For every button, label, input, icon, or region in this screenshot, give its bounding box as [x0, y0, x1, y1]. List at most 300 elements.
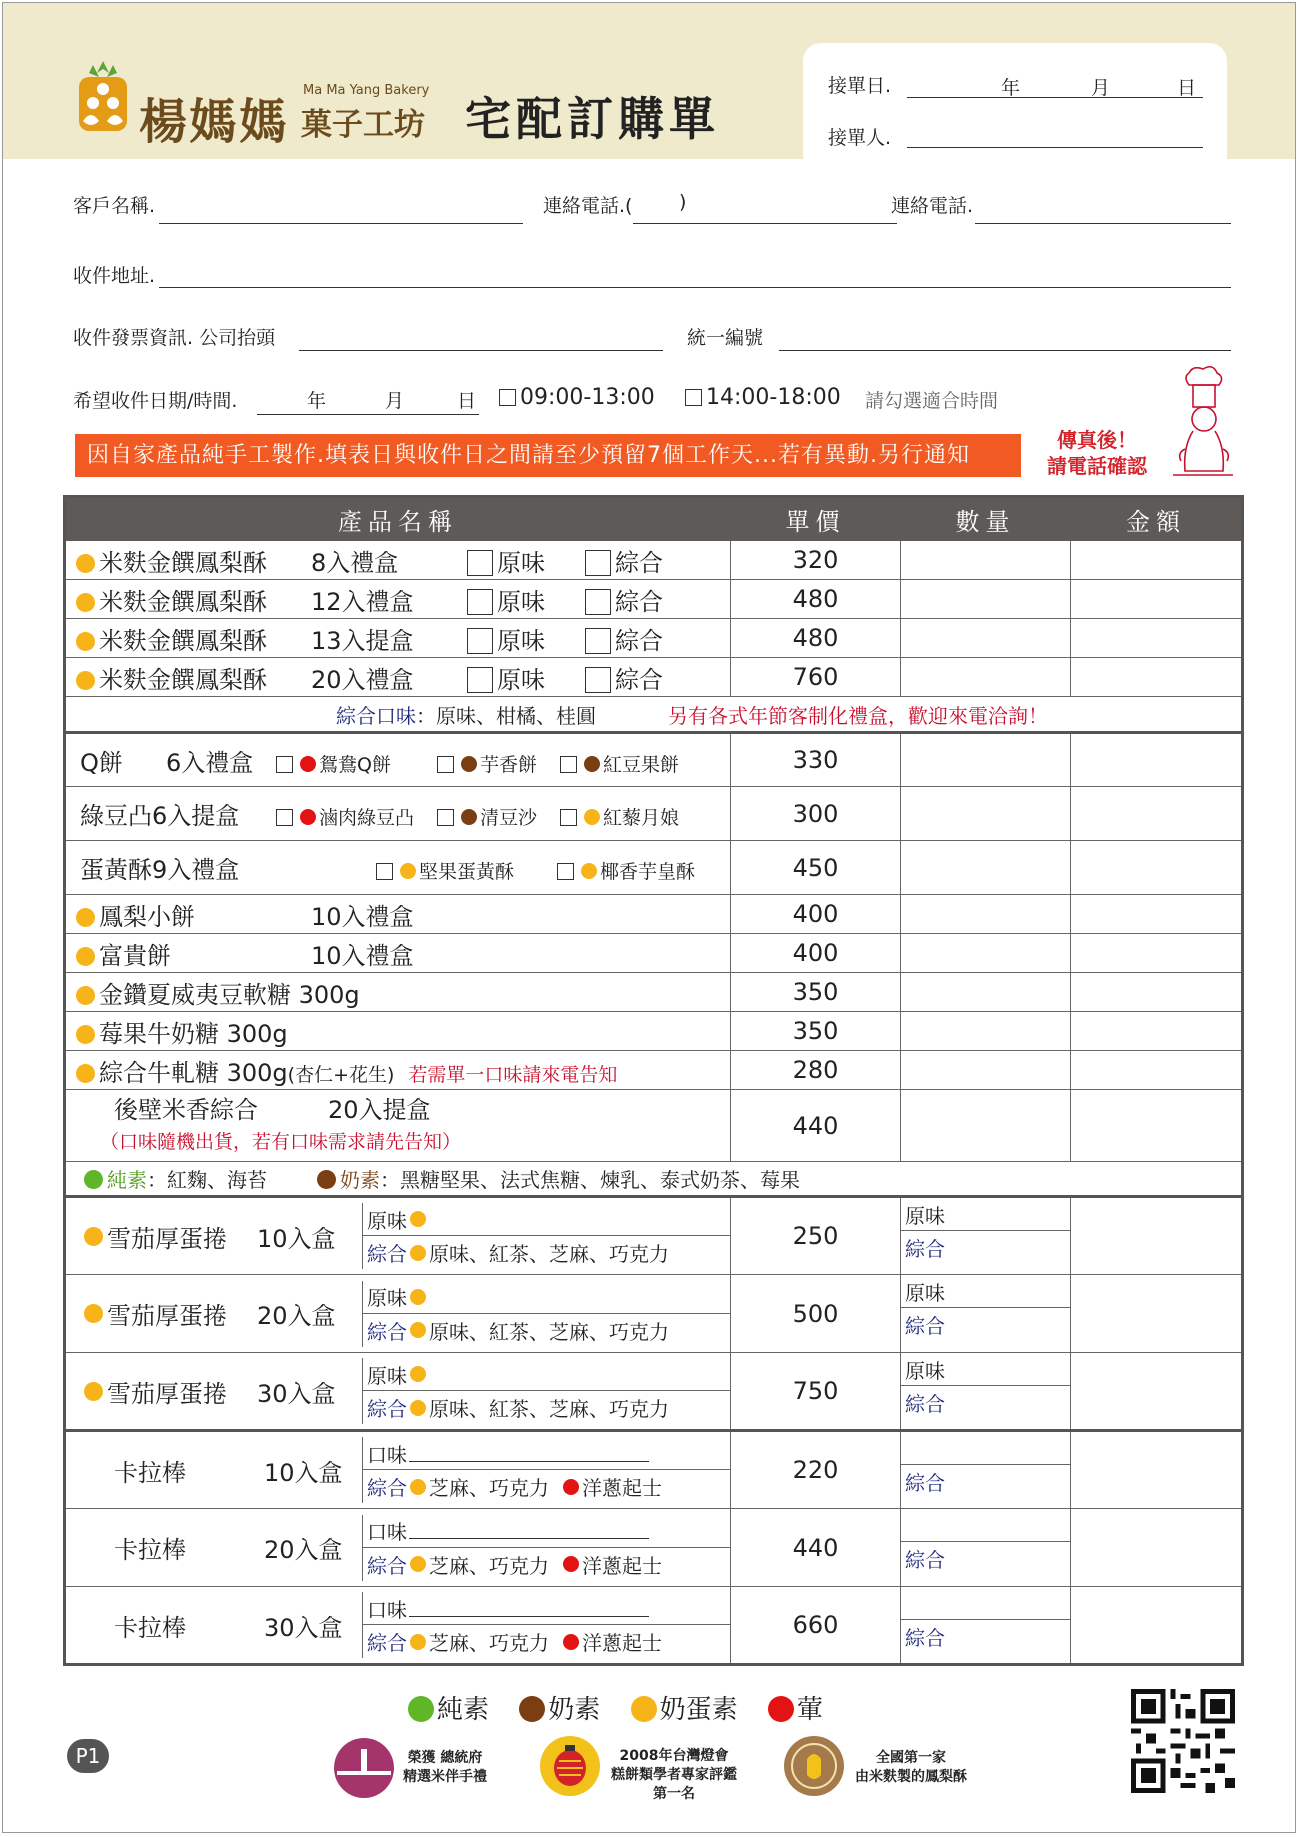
delivery-month: 月 [385, 390, 405, 412]
phone1-close: ) [679, 191, 687, 213]
option-label: 清豆沙 [480, 807, 538, 829]
table-row [65, 841, 1243, 895]
flavor-blank[interactable] [409, 1445, 649, 1462]
meat-dot-icon [563, 1634, 579, 1650]
amount-cell[interactable] [1071, 1353, 1243, 1431]
unit-price: 500 [731, 1275, 901, 1353]
rice-note: （口味隨機出貨，若有口味需求請先告知） [100, 1130, 462, 1153]
qty-cell[interactable] [901, 973, 1071, 1012]
qty-flavor[interactable] [901, 1509, 1070, 1542]
option-label: 原味 [367, 1286, 407, 1310]
amount-cell[interactable] [1071, 541, 1243, 580]
unit-price: 400 [731, 934, 901, 973]
product-pack: 8入禮盒 [311, 548, 399, 577]
option-checkbox[interactable] [585, 550, 611, 576]
product-name: 卡拉棒 [114, 1536, 186, 1564]
amount-cell[interactable] [1071, 1587, 1243, 1665]
qty-flavor[interactable] [901, 1587, 1070, 1620]
unit-price: 350 [731, 973, 901, 1012]
option-label: 紅豆果餅 [603, 753, 680, 776]
header-name: 產品名稱 [65, 497, 731, 541]
qty-cell[interactable] [901, 841, 1071, 895]
egg-milk-dot-icon [76, 947, 95, 966]
unit-price: 450 [731, 841, 901, 895]
option-label: 芋香餅 [480, 753, 538, 776]
address-label: 收件地址. [73, 265, 156, 287]
unit-price: 320 [731, 541, 901, 580]
mix-flavors: 原味、紅茶、芝麻、巧克力 [429, 1242, 669, 1266]
egg-milk-dot-icon [76, 986, 95, 1005]
option-checkbox[interactable] [585, 628, 611, 654]
mix-note-label: 綜合口味 [336, 703, 416, 728]
receipt-box [803, 43, 1227, 173]
product-name: 莓果牛奶糖 300g [99, 1019, 288, 1048]
vegan-dot-icon [84, 1170, 103, 1189]
receipt-year: 年 [1001, 77, 1021, 99]
legend-meat-label: 葷 [796, 1695, 823, 1725]
option-label: 椰香芋皇酥 [600, 861, 696, 883]
address-line[interactable] [159, 287, 1231, 288]
award-2-line1: 2008年台灣燈會 [619, 1748, 729, 1764]
qty-cell[interactable] [901, 1012, 1071, 1051]
option-label: 口味 [367, 1597, 407, 1622]
qty-mix[interactable] [901, 1542, 1070, 1575]
table-row [65, 733, 1243, 787]
egg-milk-dot-icon [410, 1366, 426, 1382]
egg-milk-dot-icon [76, 671, 95, 690]
option-label: 口味 [367, 1520, 407, 1544]
milk-dot-icon [317, 1170, 336, 1189]
award-2 [611, 1747, 737, 1804]
qty-orig-label: 原味 [905, 1358, 945, 1383]
mix-flavors: 洋蔥起士 [582, 1631, 662, 1655]
phone2-label: 連絡電話. [891, 195, 974, 217]
header-price: 單價 [731, 497, 901, 541]
egg-milk-dot-icon [631, 1696, 657, 1722]
option-label: 原味 [367, 1363, 407, 1388]
time-slot-2-label: 14:00-18:00 [706, 385, 841, 410]
award-2-line2: 糕餅類學者專家評鑑 [611, 1767, 737, 1783]
product-name: 後壁米香綜合 [114, 1095, 258, 1124]
option-label: 口味 [367, 1442, 407, 1467]
custom-box-note: 另有各式年節客制化禮盒，歡迎來電洽詢！ [668, 703, 1048, 728]
product-pack: 10入盒 [257, 1224, 336, 1253]
product-pack: 6入禮盒 [166, 748, 254, 777]
mix-flavors: 原味、紅茶、芝麻、巧克力 [429, 1397, 669, 1421]
meat-dot-icon [768, 1696, 794, 1722]
product-pack: 10入盒 [264, 1458, 343, 1487]
table-row [65, 1509, 1243, 1587]
option-label: 原味 [497, 626, 545, 655]
option-label: 原味 [497, 587, 545, 616]
egg-milk-dot-icon [76, 1025, 95, 1044]
mix-flavors: 芝麻、巧克力 [429, 1631, 549, 1655]
unit-price: 760 [731, 658, 901, 697]
option-checkbox[interactable] [467, 628, 493, 654]
unit-price: 480 [731, 619, 901, 658]
legend-egg-milk [631, 1695, 738, 1725]
qty-orig[interactable] [901, 1275, 1070, 1308]
mix-flavors: 洋蔥起士 [582, 1553, 662, 1578]
unit-price: 480 [731, 580, 901, 619]
delivery-date-line[interactable] [257, 414, 479, 415]
mix-flavors: 芝麻、巧克力 [429, 1476, 549, 1500]
egg-milk-dot-icon [410, 1479, 426, 1495]
egg-milk-dot-icon [400, 863, 416, 879]
option-checkbox[interactable] [276, 809, 293, 826]
egg-milk-dot-icon [410, 1322, 426, 1338]
page-number: P1 [67, 1739, 109, 1773]
product-name: 卡拉棒 [114, 1458, 186, 1487]
option-checkbox[interactable] [467, 589, 493, 615]
presidential-office-badge-icon [333, 1737, 395, 1799]
delivery-label: 希望收件日期/時間. [73, 390, 238, 412]
option-label: 鴛鴦Q餅 [319, 753, 391, 776]
product-name: 米麩金饌鳳梨酥 [99, 548, 267, 577]
table-row [65, 580, 1243, 619]
legend-milk-label: 奶素 [548, 1695, 601, 1725]
phone1-label: 連絡電話.( [543, 195, 633, 217]
egg-milk-dot-icon [410, 1245, 426, 1261]
mix-flavors: 芝麻、巧克力 [429, 1553, 549, 1578]
unit-price: 330 [731, 733, 901, 787]
delivery-day: 日 [457, 390, 477, 412]
option-label: 原味 [367, 1208, 407, 1233]
time-slot-1-label: 09:00-13:00 [520, 385, 655, 410]
option-checkbox[interactable] [276, 756, 293, 773]
order-table [63, 495, 1244, 1666]
option-label: 原味 [497, 665, 545, 694]
egg-milk-dot-icon [76, 593, 95, 612]
amount-cell[interactable] [1071, 1197, 1243, 1275]
qty-orig-label: 原味 [905, 1280, 945, 1305]
qty-cell[interactable] [901, 787, 1071, 841]
egg-milk-dot-icon [410, 1556, 426, 1572]
product-pack: 20入禮盒 [311, 665, 414, 694]
amount-cell[interactable] [1071, 787, 1243, 841]
amount-cell[interactable] [1071, 934, 1243, 973]
option-label: 綜合 [367, 1476, 407, 1500]
product-name: 富貴餅 [99, 941, 171, 970]
legend-vegan [408, 1695, 489, 1725]
unit-price: 440 [731, 1509, 901, 1587]
vegan-label: 純素 [107, 1168, 147, 1192]
product-pack: 10入禮盒 [311, 902, 414, 931]
option-checkbox[interactable] [467, 667, 493, 693]
award-1-line1: 榮獲 總統府 [407, 1750, 483, 1766]
table-row [65, 1197, 1243, 1275]
meat-dot-icon [563, 1479, 579, 1495]
header-qty: 數量 [901, 497, 1071, 541]
qty-cell[interactable] [901, 733, 1071, 787]
milk-label: 奶素 [340, 1168, 380, 1192]
option-checkbox[interactable] [560, 756, 577, 773]
header-amount: 金額 [1071, 497, 1243, 541]
product-pack: 20入盒 [257, 1302, 336, 1330]
egg-milk-dot-icon [76, 632, 95, 651]
product-pack: 30入盒 [257, 1379, 336, 1408]
product-name: 雪茄厚蛋捲 [107, 1379, 227, 1408]
amount-cell[interactable] [1071, 841, 1243, 895]
qty-cell[interactable] [901, 895, 1071, 934]
receipt-date-label: 接單日. [828, 75, 892, 97]
option-label: 滷肉綠豆凸 [319, 807, 415, 829]
pineapple-cake-badge-icon [783, 1735, 845, 1797]
invoice-line[interactable] [299, 350, 663, 351]
egg-milk-dot-icon [84, 1304, 103, 1323]
qty-orig-label: 原味 [905, 1203, 945, 1228]
option-label: 綜合 [615, 626, 663, 655]
egg-milk-dot-icon [410, 1289, 426, 1305]
table-row [65, 1090, 1243, 1162]
table-row [65, 619, 1243, 658]
product-name: 鳳梨小餅 [99, 902, 195, 931]
amount-cell[interactable] [1071, 1090, 1243, 1162]
unit-price: 660 [731, 1587, 901, 1665]
award-1 [403, 1749, 487, 1787]
qty-cell[interactable] [901, 1090, 1071, 1162]
milk-dot-icon [584, 756, 600, 772]
qty-mix[interactable] [901, 1386, 1070, 1419]
qty-orig[interactable] [901, 1353, 1070, 1386]
unit-price: 440 [731, 1090, 901, 1162]
fax-note-line1: 傳真後！ [1057, 428, 1137, 452]
option-label: 綜合 [615, 665, 663, 694]
option-label: 綜合 [367, 1631, 407, 1655]
option-checkbox[interactable] [467, 550, 493, 576]
amount-cell[interactable] [1071, 658, 1243, 697]
amount-cell[interactable] [1071, 1431, 1243, 1509]
product-paren: (杏仁+花生) [287, 1063, 395, 1086]
brand-name: 楊媽媽 [139, 94, 290, 150]
legend-meat [768, 1695, 823, 1725]
qr-code-icon[interactable] [1131, 1689, 1235, 1793]
diet-note-row [65, 1162, 1243, 1197]
table-row [65, 1587, 1243, 1665]
qty-cell[interactable] [901, 1051, 1071, 1090]
table-row [65, 973, 1243, 1012]
invoice-label: 收件發票資訊. 公司抬頭 [73, 327, 276, 349]
fax-note [1047, 427, 1147, 479]
milk-dot-icon [461, 756, 477, 772]
legend-milk [519, 1695, 600, 1725]
meat-dot-icon [563, 1556, 579, 1572]
table-row [65, 541, 1243, 580]
time-slot-1-checkbox[interactable] [499, 389, 516, 406]
qty-mix[interactable] [901, 1231, 1070, 1264]
table-row [65, 658, 1243, 697]
phone1-line[interactable] [633, 223, 897, 224]
award-3 [855, 1749, 967, 1787]
award-3-line2: 由米麩製的鳳梨酥 [855, 1769, 967, 1785]
qty-mix-label: 綜合 [905, 1314, 945, 1338]
meat-dot-icon [300, 756, 316, 772]
egg-milk-dot-icon [410, 1634, 426, 1650]
qty-cell[interactable] [901, 541, 1071, 580]
mix-note-row [65, 697, 1243, 733]
order-form-page [2, 2, 1296, 1833]
product-name: 雪茄厚蛋捲 [107, 1224, 227, 1253]
product-pack: 13入提盒 [311, 626, 414, 655]
flavor-blank[interactable] [409, 1522, 649, 1539]
product-name: 金鑽夏威夷豆軟糖 300g [99, 980, 360, 1009]
option-checkbox[interactable] [437, 756, 454, 773]
option-checkbox[interactable] [585, 589, 611, 615]
brand-name-en: Ma Ma Yang Bakery [303, 83, 430, 98]
egg-milk-dot-icon [410, 1211, 426, 1227]
table-row [65, 1431, 1243, 1509]
qty-mix-label: 綜合 [905, 1237, 945, 1261]
brand-subtitle: 菓子工坊 [301, 107, 425, 143]
product-pack: 20入盒 [264, 1536, 343, 1564]
product-name: 綜合牛軋糖 300g [99, 1058, 288, 1087]
unit-price: 400 [731, 895, 901, 934]
qty-flavor[interactable] [901, 1432, 1070, 1465]
amount-cell[interactable] [1071, 1012, 1243, 1051]
product-name: 卡拉棒 [114, 1613, 186, 1642]
mix-flavors: 原味、紅茶、芝麻、巧克力 [429, 1319, 669, 1344]
option-checkbox[interactable] [557, 863, 574, 880]
qty-mix[interactable] [901, 1465, 1070, 1498]
unit-price: 300 [731, 787, 901, 841]
vegan-dot-icon [408, 1696, 434, 1722]
egg-milk-dot-icon [76, 1064, 95, 1083]
receipt-day: 日 [1177, 77, 1197, 99]
vegan-text: ：紅麴、海苔 [147, 1168, 267, 1192]
customer-name-line[interactable] [159, 223, 523, 224]
delivery-year: 年 [307, 390, 327, 412]
product-pack: 20入提盒 [328, 1095, 431, 1124]
milk-dot-icon [519, 1696, 545, 1722]
qty-cell[interactable] [901, 619, 1071, 658]
amount-cell[interactable] [1071, 1051, 1243, 1090]
option-label: 綜合 [367, 1242, 407, 1266]
qty-orig[interactable] [901, 1198, 1070, 1231]
diet-legend [408, 1689, 845, 1726]
table-row [65, 1353, 1243, 1431]
time-slot-1[interactable] [499, 385, 655, 410]
option-label: 綜合 [367, 1319, 407, 1344]
table-header [65, 497, 1243, 541]
flavor-blank[interactable] [409, 1600, 649, 1617]
unit-price: 280 [731, 1051, 901, 1090]
phone2-line[interactable] [975, 223, 1231, 224]
product-name: 米麩金饌鳳梨酥 [99, 587, 267, 616]
time-slot-note: 請勾選適合時間 [865, 390, 999, 412]
option-label: 綜合 [367, 1553, 407, 1578]
amount-cell[interactable] [1071, 733, 1243, 787]
notice-banner: 因自家產品純手工製作.填表日與收件日之間請至少預留7個工作天...若有異動.另行通知 [75, 434, 1021, 477]
option-label: 綜合 [615, 548, 663, 577]
amount-cell[interactable] [1071, 973, 1243, 1012]
product-name: Q餅 [80, 748, 123, 777]
mix-flavors: 洋蔥起士 [582, 1476, 662, 1500]
milk-dot-icon [461, 809, 477, 825]
unit-price: 250 [731, 1197, 901, 1275]
award-3-line1: 全國第一家 [876, 1750, 946, 1766]
table-row [65, 1051, 1243, 1090]
legend-vegan-label: 純素 [437, 1695, 490, 1725]
egg-milk-dot-icon [410, 1400, 426, 1416]
receipt-date-line[interactable] [907, 97, 1203, 98]
table-row [65, 787, 1243, 841]
option-checkbox[interactable] [376, 863, 393, 880]
amount-cell[interactable] [1071, 619, 1243, 658]
egg-milk-dot-icon [581, 863, 597, 879]
mix-note-text: ：原味、柑橘、桂圓 [416, 703, 596, 728]
award-1-line2: 精選米伴手禮 [403, 1769, 487, 1785]
qty-mix[interactable] [901, 1620, 1070, 1653]
qty-cell[interactable] [901, 580, 1071, 619]
product-pack: 30入盒 [264, 1613, 343, 1642]
table-row [65, 1012, 1243, 1051]
receipt-person-line[interactable] [907, 147, 1203, 148]
fax-note-line2: 請電話確認 [1047, 454, 1147, 478]
option-label: 原味 [497, 548, 545, 577]
meat-dot-icon [300, 809, 316, 825]
qty-mix-label: 綜合 [905, 1471, 945, 1495]
option-label: 綜合 [615, 587, 663, 616]
tax-id-line[interactable] [779, 350, 1231, 351]
unit-price: 350 [731, 1012, 901, 1051]
unit-price: 750 [731, 1353, 901, 1431]
qty-mix[interactable] [901, 1308, 1070, 1341]
product-name: 綠豆凸6入提盒 [80, 802, 240, 830]
egg-milk-dot-icon [76, 554, 95, 573]
form-title: 宅配訂購單 [465, 92, 720, 146]
egg-milk-dot-icon [84, 1227, 103, 1246]
amount-cell[interactable] [1071, 895, 1243, 934]
egg-milk-dot-icon [584, 809, 600, 825]
egg-milk-dot-icon [84, 1382, 103, 1401]
lantern-festival-badge-icon [539, 1735, 601, 1797]
legend-egg-milk-label: 奶蛋素 [659, 1695, 738, 1725]
product-name: 蛋黃酥9入禮盒 [80, 856, 240, 884]
option-checkbox[interactable] [560, 809, 577, 826]
time-slot-2-checkbox[interactable] [685, 389, 702, 406]
product-pack: 10入禮盒 [311, 941, 414, 970]
product-name: 米麩金饌鳳梨酥 [99, 665, 267, 694]
option-label: 綜合 [367, 1397, 407, 1421]
nougat-note: 若需單一口味請來電告知 [408, 1063, 618, 1086]
qty-cell[interactable] [901, 934, 1071, 973]
pineapple-logo-icon [75, 59, 131, 133]
option-label: 堅果蛋黃酥 [419, 861, 515, 883]
milk-text: ：黑糖堅果、法式焦糖、煉乳、泰式奶茶、莓果 [380, 1168, 800, 1192]
qty-mix-label: 綜合 [905, 1392, 945, 1416]
product-name: 雪茄厚蛋捲 [107, 1302, 227, 1330]
tax-id-label: 統一編號 [687, 327, 764, 349]
option-checkbox[interactable] [437, 809, 454, 826]
receipt-month: 月 [1091, 77, 1111, 99]
product-pack: 12入禮盒 [311, 587, 414, 616]
time-slot-2[interactable] [685, 385, 841, 410]
product-name: 米麩金饌鳳梨酥 [99, 626, 267, 655]
table-row [65, 895, 1243, 934]
amount-cell[interactable] [1071, 1275, 1243, 1353]
receipt-person-label: 接單人. [828, 127, 892, 149]
option-label: 紅藜月娘 [603, 807, 680, 829]
customer-name-label: 客戶名稱. [73, 195, 156, 217]
option-checkbox[interactable] [585, 667, 611, 693]
qty-mix-label: 綜合 [905, 1626, 945, 1650]
qty-cell[interactable] [901, 658, 1071, 697]
amount-cell[interactable] [1071, 580, 1243, 619]
qty-mix-label: 綜合 [905, 1548, 945, 1572]
amount-cell[interactable] [1071, 1509, 1243, 1587]
table-row [65, 934, 1243, 973]
egg-milk-dot-icon [76, 908, 95, 927]
